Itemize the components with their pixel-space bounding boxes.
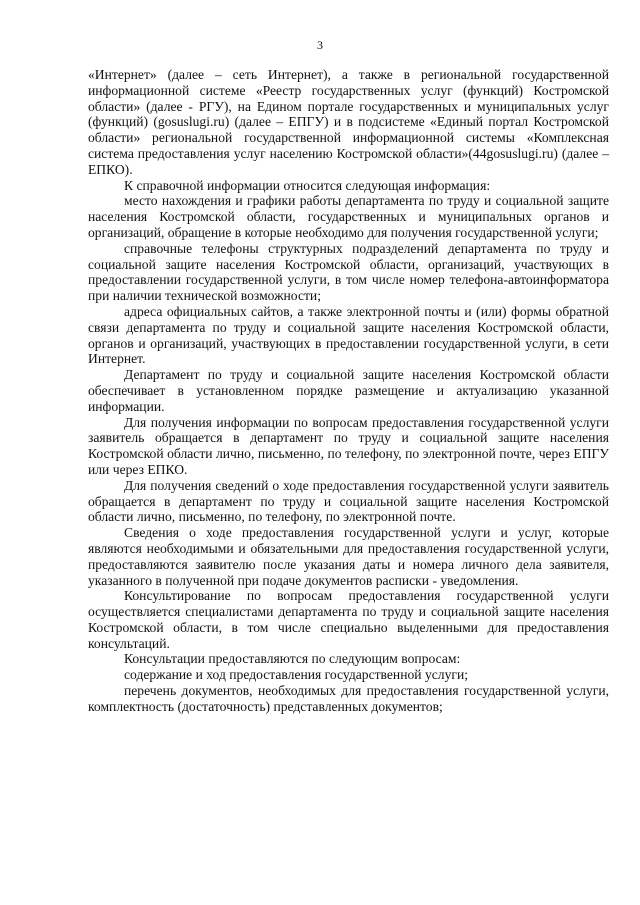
paragraph-consulting: Консультирование по вопросам предоставления государственной услуги осуществляется специалистами департамента по труду и социальной защите населения Костромской области, в том числе специально выделенными для предоставления консультаций. <box>88 588 609 651</box>
page-number: 3 <box>317 38 323 52</box>
paragraph-consultation-topics: Консультации предоставляются по следующим вопросам: <box>124 651 461 667</box>
paragraph-reference-info-intro: К справочной информации относится следующая информация: <box>124 177 491 193</box>
paragraph-department-updates: Департамент по труду и социальной защите населения Костромской области обеспечивает в установленном порядке размещение и актуализацию указанной информации. <box>88 367 609 414</box>
paragraph-topic-documents: перечень документов, необходимых для предоставления государственной услуги, комплектность (достаточность) представленных документов; <box>88 683 609 714</box>
paragraph-location-schedule: место нахождения и графики работы департамента по труду и социальной защите населения Костромской области, государственных и муниципальных органов и организаций, обращение в которые необходимо для получения государственной услуги; <box>88 193 609 240</box>
document-body <box>88 67 609 715</box>
paragraph-internet-sources: «Интернет» (далее – сеть Интернет), а также в региональной государственной информационной системе «Реестр государственных услуг (функций) Костромской области» (далее - РГУ), на Едином портале государственных и муниципальных услуг (функций) (gosuslugi.ru) (далее – ЕПГУ) и в подсистеме «Единый портал Костромской области» региональной государственной информационной системы «Комплексная система предоставления услуг населению Костромской области»(44gosuslugi.ru) (далее – ЕПКО). <box>88 67 609 177</box>
paragraph-topic-progress: содержание и ход предоставления государственной услуги; <box>124 667 468 683</box>
paragraph-reference-phones: справочные телефоны структурных подразделений департамента по труду и социальной защите населения Костромской области, организаций, участвующих в предоставлении государственной услуги, в том числе номер телефона-автоинформатора при наличии технической возможности; <box>88 240 609 304</box>
paragraph-progress-details: Сведения о ходе предоставления государственной услуги и услуг, которые являются необходимыми и обязательными для предоставления государственной услуги, предоставляются заявителю после указания даты и номера личного дела заявителя, указанного в полученной при подаче документов расписки - уведомления. <box>88 525 609 588</box>
paragraph-progress-info: Для получения сведений о ходе предоставления государственной услуги заявитель обращается в департамент по труду и социальной защите населения Костромской области лично, письменно, по телефону, по электронной почте. <box>88 477 609 525</box>
paragraph-official-websites: адреса официальных сайтов, а также электронной почты и (или) формы обратной связи департамента по труду и социальной защите населения Костромской области, органов и организаций, участвующих в предоставлении государственной услуги, в сети Интернет. <box>88 303 609 367</box>
paragraph-getting-info: Для получения информации по вопросам предоставления государственной услуги заявитель обращается в департамент по труду и социальной защите населения Костромской области лично, письменно, по телефону, по электронной почте, через ЕПГУ или через ЕПКО. <box>88 414 609 477</box>
